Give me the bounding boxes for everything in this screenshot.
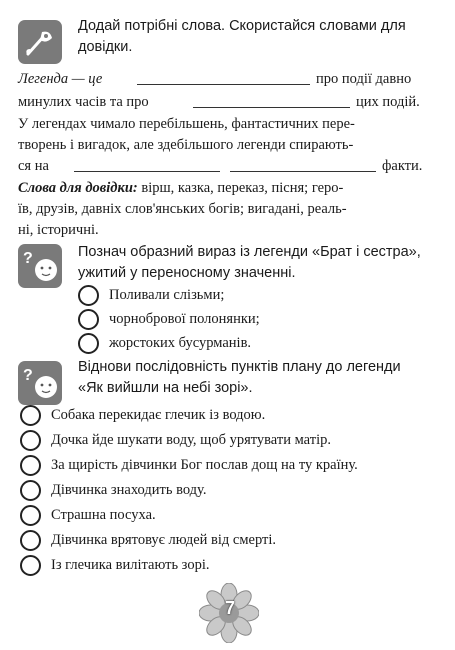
task2-title xyxy=(78,242,440,284)
order-circle[interactable] xyxy=(20,430,41,451)
page-number: 7 xyxy=(224,598,235,618)
option-label: Дівчинка знаходить воду. xyxy=(51,482,207,498)
task2-title-line-1: Познач образний вираз із легенди «Брат і сестра», xyxy=(78,244,421,260)
blank-3[interactable] xyxy=(74,171,220,172)
order-circle[interactable] xyxy=(20,455,41,476)
task2-option-2[interactable] xyxy=(78,309,260,330)
hint-line-3: ні, історичні. xyxy=(18,222,99,238)
text-line-5b: факти. xyxy=(382,158,423,174)
option-label: Страшна посуха. xyxy=(51,507,156,523)
task3-option-5[interactable] xyxy=(20,505,156,526)
hint-text-1: вірш, казка, переказ, пісня; геро- xyxy=(137,180,344,196)
hint-label: Слова для довідки: xyxy=(18,180,138,196)
option-label: Дочка йде шукати воду, щоб урятувати матір. xyxy=(51,432,331,448)
task3-option-6[interactable] xyxy=(20,530,276,551)
option-label: Дівчинка врятовує людей від смерті. xyxy=(51,532,277,548)
checkbox-circle[interactable] xyxy=(78,309,99,330)
text-line-3: У легендах чимало перебільшень, фантастичних пере- xyxy=(18,116,355,132)
option-label: Собака перекидає глечик із водою. xyxy=(51,407,266,423)
order-circle[interactable] xyxy=(20,555,41,576)
task3-option-2[interactable] xyxy=(20,430,331,451)
task3-title-line-1: Віднови послідовність пунктів плану до легенди xyxy=(78,359,401,375)
order-circle[interactable] xyxy=(20,480,41,501)
task3-option-7[interactable] xyxy=(20,555,209,576)
task2-option-3[interactable] xyxy=(78,333,251,354)
text-line-2a: минулих часів та про xyxy=(18,94,149,110)
blank-2[interactable] xyxy=(193,107,350,108)
question-child-icon xyxy=(18,361,62,405)
pen-nib-icon xyxy=(18,20,62,64)
svg-text:?: ? xyxy=(23,367,33,384)
order-circle[interactable] xyxy=(20,530,41,551)
task2-option-1[interactable] xyxy=(78,285,224,306)
question-child-icon xyxy=(18,244,62,288)
task3-option-4[interactable] xyxy=(20,480,206,501)
order-circle[interactable] xyxy=(20,405,41,426)
order-circle[interactable] xyxy=(20,505,41,526)
checkbox-circle[interactable] xyxy=(78,285,99,306)
text-line-4: творень і вигадок, але здебільшого легенди спирають- xyxy=(18,137,354,153)
checkbox-circle[interactable] xyxy=(78,333,99,354)
svg-text:?: ? xyxy=(23,250,33,267)
option-label: жорстоких бусурманів. xyxy=(109,335,252,351)
blank-4[interactable] xyxy=(230,171,376,172)
option-label: Поливали слізьми; xyxy=(109,287,225,303)
option-label: Із глечика вилітають зорі. xyxy=(51,557,210,573)
text-line-2b: цих подій. xyxy=(356,94,420,110)
hint-line-2: їв, друзів, давніх слов'янських богів; вигадані, реаль- xyxy=(18,201,347,217)
task2-title-line-2: ужитий у переносному значенні. xyxy=(78,265,296,281)
task3-title-line-2: «Як вийшли на небі зорі». xyxy=(78,380,253,396)
task3-option-1[interactable] xyxy=(20,405,265,426)
task3-title xyxy=(78,357,440,399)
blank-1[interactable] xyxy=(137,84,310,85)
task3-option-3[interactable] xyxy=(20,455,358,476)
option-label: чорнобрової полонянки; xyxy=(109,311,260,327)
text-line-5a: ся на xyxy=(18,158,49,174)
option-label: За щирість дівчинки Бог послав дощ на ту країну. xyxy=(51,457,358,473)
task1-title: Додай потрібні слова. Скористайся словами для довідки. xyxy=(78,18,406,55)
text-line-1a: Легенда — це xyxy=(18,71,103,87)
text-line-1b: про події давно xyxy=(316,71,412,87)
hint-line-1 xyxy=(18,178,343,199)
